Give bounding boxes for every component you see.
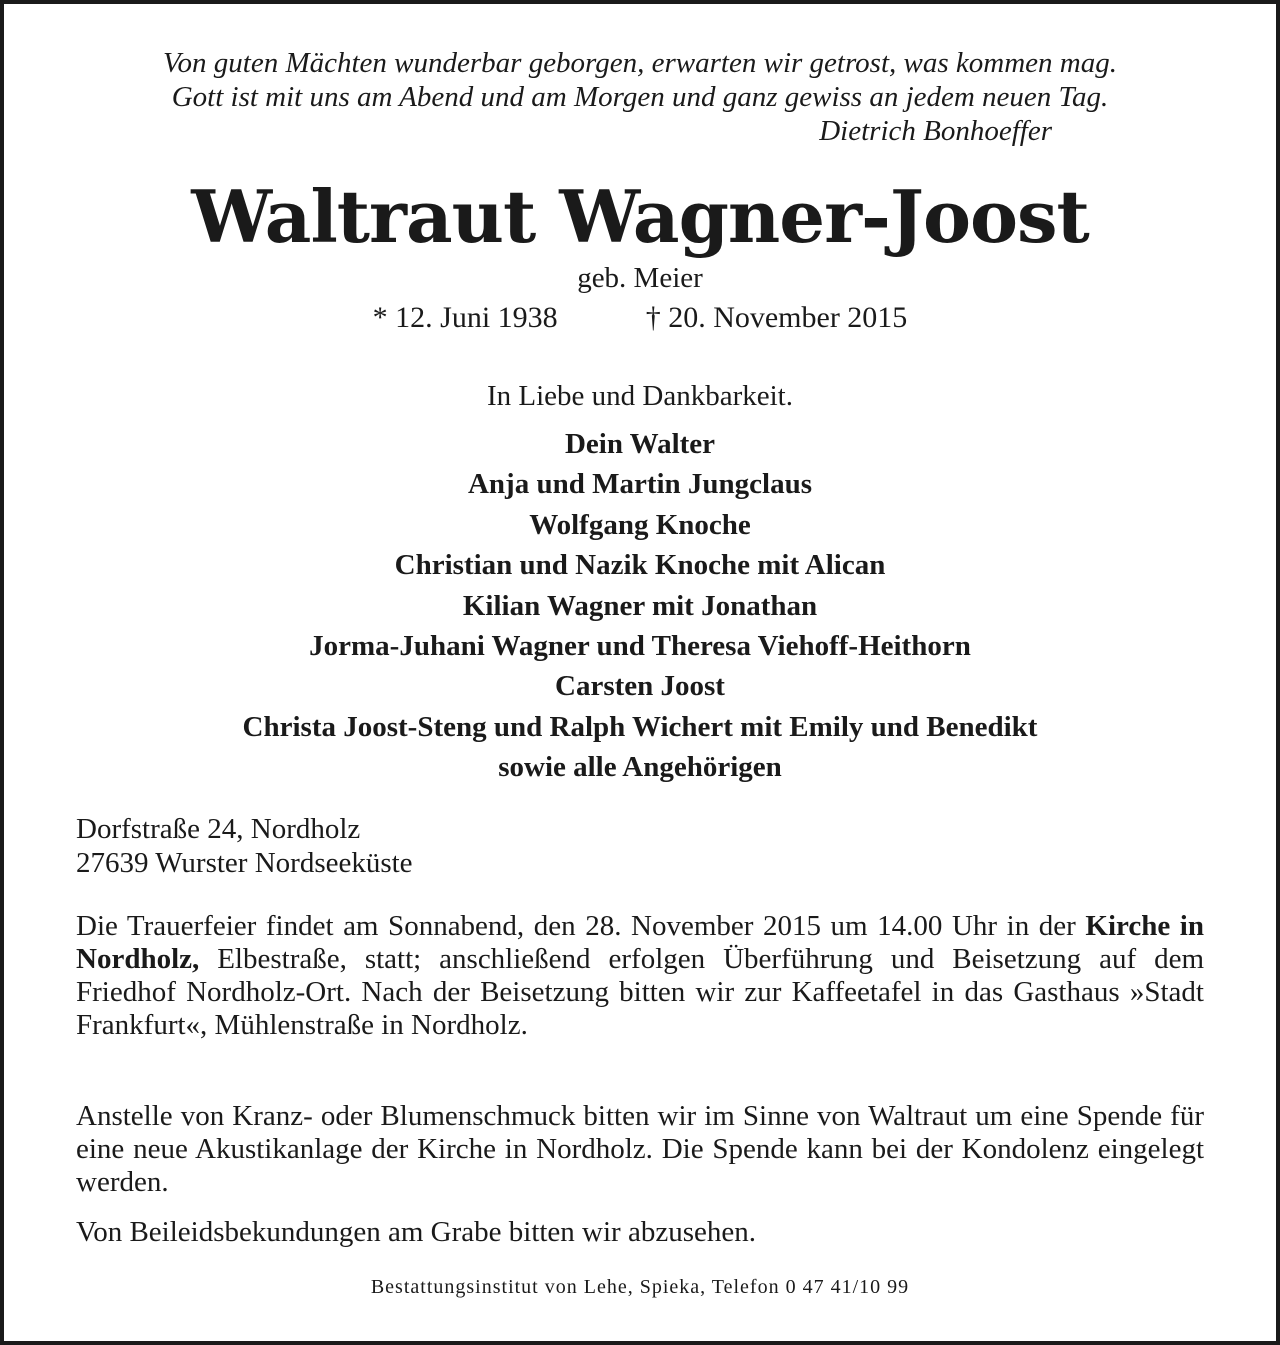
mourner-entry: Christa Joost-Steng und Ralph Wichert mit Emily und Benedikt — [242, 710, 1038, 743]
quote-line-2: Gott ist mit uns am Abend und am Morgen und ganz gewiss an jedem neuen Tag. — [171, 81, 1109, 113]
family-address — [76, 812, 1204, 880]
funeral-rest: Elbestraße, statt; anschließend erfolgen Überführung und Beisetzung auf dem Friedhof Nordholz-Ort. Nach der Beisetzung bitten wir zur Kaffeetafel in das Gasthaus »Stadt Frankfurt«, Mühlenstraße in Nordholz. — [76, 943, 1205, 1041]
donation-request: Anstelle von Kranz- oder Blumenschmuck bitten wir im Sinne von Waltraut um eine Spende für eine neue Akustikanlage der Kirche in Nordholz. Die Spende kann bei der Kondolenz eingelegt werden. — [76, 1100, 1204, 1198]
condolence-note: Von Beileidsbekundungen am Grabe bitten wir abzusehen. — [76, 1216, 756, 1248]
quote-author: Dietrich Bonhoeffer — [819, 115, 1052, 147]
mourners-list — [4, 424, 1276, 788]
address-street: Dorfstraße 24, Nordholz — [76, 813, 361, 845]
birth-name: geb. Meier — [577, 262, 703, 294]
birth-date: * 12. Juni 1938 — [372, 301, 558, 334]
life-dates — [4, 300, 1276, 336]
quote-line-1: Von guten Mächten wunderbar geborgen, erwarten wir getrost, was kommen mag. — [163, 47, 1117, 79]
dedication-line: In Liebe und Dankbarkeit. — [486, 380, 793, 412]
funeral-home-footer: Bestattungsinstitut von Lehe, Spieka, Telefon 0 47 41/10 99 — [370, 1276, 910, 1298]
death-date: † 20. November 2015 — [645, 301, 908, 334]
funeral-intro: Die Trauerfeier findet am Sonnabend, den 28. November 2015 um 14.00 Uhr in der — [76, 910, 1076, 942]
deceased-name: Waltraut Wagner-Joost — [191, 174, 1089, 259]
funeral-location: Kirche in Nordholz, — [76, 910, 1204, 975]
mourner-entry: Anja und Martin Jungclaus — [467, 468, 813, 501]
mourner-entry: Dein Walter — [564, 428, 716, 460]
mourner-entry: Kilian Wagner mit Jonathan — [462, 589, 818, 622]
bonhoeffer-quote — [4, 46, 1276, 148]
mourner-entry: Carsten Joost — [555, 670, 725, 703]
funeral-details — [76, 910, 1204, 1042]
mourner-entry: sowie alle Angehörigen — [498, 751, 782, 784]
address-city: 27639 Wurster Nordseeküste — [76, 847, 413, 879]
mourner-entry: Wolfgang Knoche — [529, 508, 751, 541]
mourner-entry: Jorma-Juhani Wagner und Theresa Viehoff-Heithorn — [309, 630, 971, 663]
mourner-entry: Christian und Nazik Knoche mit Alican — [394, 549, 886, 582]
